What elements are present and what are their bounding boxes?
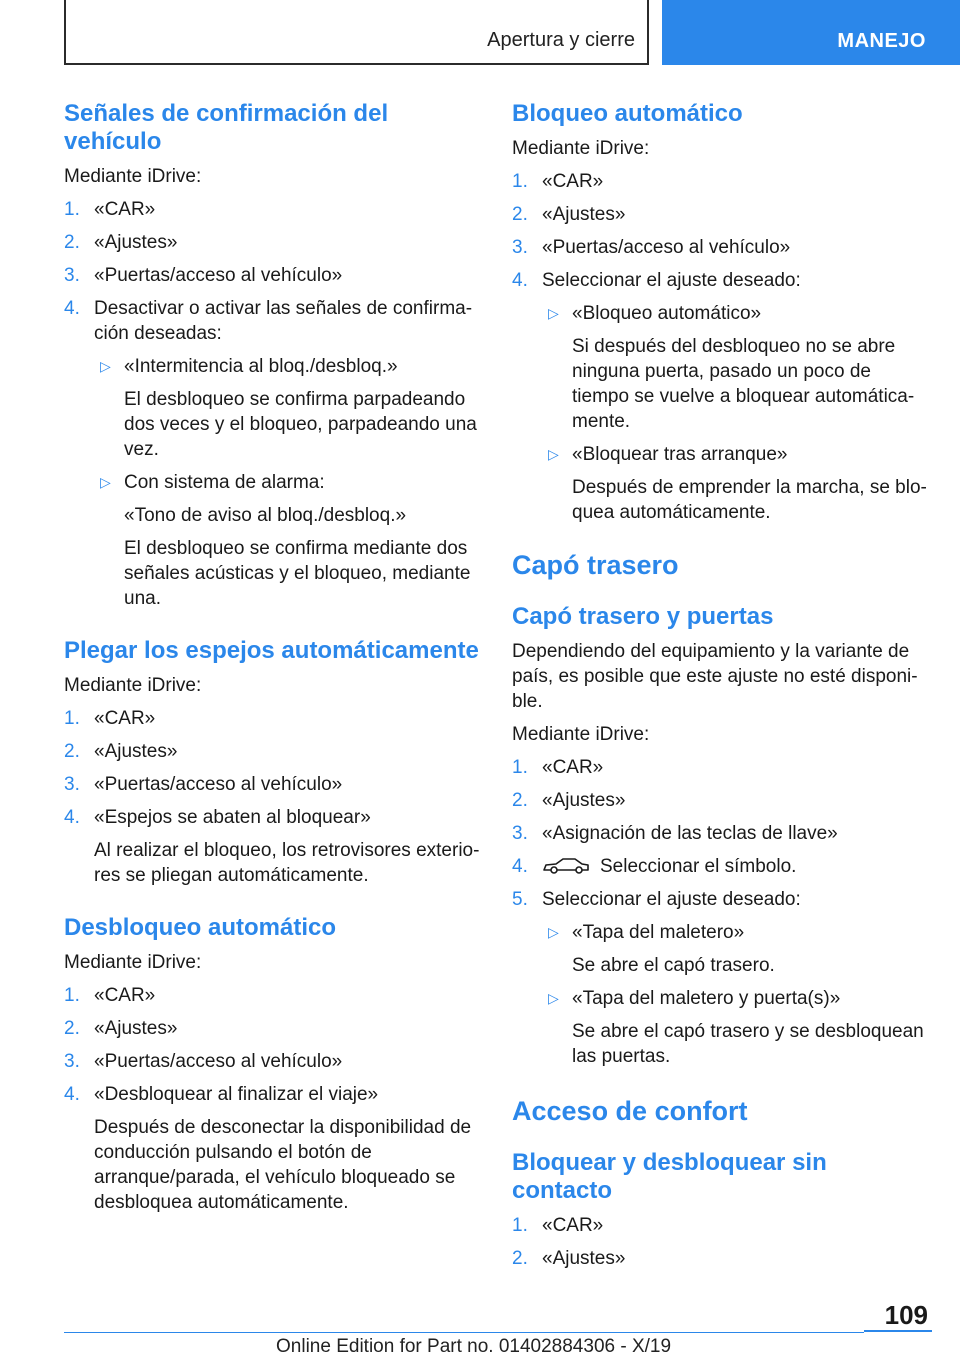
intro-text: Mediante iDrive: xyxy=(64,952,202,973)
list-item: 1. «CAR» xyxy=(512,757,604,778)
list-item: 3. «Puertas/acceso al vehículo» xyxy=(64,265,343,286)
footer-edition: Online Edition for Part no. 01402884306 - X/19 xyxy=(276,1336,672,1357)
list-item: 4. «Espejos se abaten al bloquear» Al realizar el bloqueo, los retrovisores exterio‐res se pliegan automáticamente. xyxy=(64,807,480,886)
option-list xyxy=(542,920,932,1069)
heading-comfort-access: Acceso de confort xyxy=(512,1096,748,1126)
intro-text: Dependiendo del equipamiento y la variante de país, es posible que este ajuste no esté disponi‐ble. xyxy=(512,641,918,712)
triangle-bullet-icon: ▷ xyxy=(100,474,111,490)
option-item: ▷ Con sistema de alarma: «Tono de aviso al bloq./desbloq.» El desbloqueo se confirma mediante dos señales acústicas y el bloqueo, mediante una. xyxy=(100,472,471,609)
list-item: 1. «CAR» xyxy=(64,199,156,220)
option-item: ▷ «Intermitencia al bloq./desbloq.» El desbloqueo se confirma parpadeando dos veces y el bloqueo, parpadeando una vez. xyxy=(100,356,477,460)
list-item: 2. «Ajustes» xyxy=(512,204,626,225)
option-item: ▷ «Tapa del maletero» Se abre el capó trasero. xyxy=(548,922,775,976)
steps-list xyxy=(512,1213,932,1271)
list-item: 3. «Puertas/acceso al vehículo» xyxy=(64,774,343,795)
triangle-bullet-icon: ▷ xyxy=(548,990,559,1006)
steps-list xyxy=(64,983,480,1215)
option-item: ▷ «Bloquear tras arranque» Después de emprender la marcha, se blo‐quea automáticamente. xyxy=(548,444,927,523)
list-item: 3. «Puertas/acceso al vehículo» xyxy=(512,237,791,258)
list-item: 4. Seleccionar el ajuste deseado: ▷ «Bloqueo automático» Si después del desbloqueo no se abre ninguna puerta, pasado un poco de tiempo se vuelve a bloquear automática‐mente. ▷ «Bloquear tras arranque» Después de emprender la marcha, se blo‐quea automáticamente. xyxy=(512,268,932,525)
triangle-bullet-icon: ▷ xyxy=(100,358,111,374)
option-list xyxy=(94,354,480,611)
triangle-bullet-icon: ▷ xyxy=(548,305,559,321)
steps-list xyxy=(64,197,480,611)
triangle-bullet-icon: ▷ xyxy=(548,446,559,462)
list-item: 3. «Asignación de las teclas de llave» xyxy=(512,823,838,844)
list-item: 1. «CAR» xyxy=(512,1215,604,1236)
list-item: 1. «CAR» xyxy=(512,171,604,192)
list-item: 2. «Ajustes» xyxy=(64,1018,178,1039)
heading-fold-mirrors: Plegar los espejos automáticamente xyxy=(64,637,479,664)
list-item: 2. «Ajustes» xyxy=(64,232,178,253)
heading-auto-lock: Bloqueo automático xyxy=(512,100,743,127)
heading-confirmation-signals: Señales de confirmación del vehículo xyxy=(64,100,389,155)
footer-divider xyxy=(64,1332,864,1333)
triangle-bullet-icon: ▷ xyxy=(548,924,559,940)
list-item: 3. «Puertas/acceso al vehículo» xyxy=(64,1051,343,1072)
right-column xyxy=(512,100,932,1271)
option-list xyxy=(542,301,932,525)
heading-auto-unlock: Desbloqueo automático xyxy=(64,914,337,941)
car-icon xyxy=(542,856,590,874)
list-item: 2. «Ajustes» xyxy=(512,1248,626,1269)
list-item: 2. «Ajustes» xyxy=(512,790,626,811)
heading-contactless: Bloquear y desbloquear sin contacto xyxy=(512,1149,827,1204)
intro-text: Mediante iDrive: xyxy=(512,138,650,159)
page-number: 109 xyxy=(884,1300,928,1330)
steps-list xyxy=(512,169,932,525)
footer-divider-accent xyxy=(864,1330,932,1332)
list-item: 4. Desactivar o activar las señales de confirma‐ción deseadas: ▷ «Intermitencia al bloq./desbloq.» El desbloqueo se confirma parpadeando dos veces y el bloqueo, parpadeando una vez. ▷ Con sistema de alarma: «Tono de aviso al bloq./desbloq.» El desbloqueo se confirma mediante dos señales acústicas y el bloqueo, mediante una. xyxy=(64,296,480,611)
steps-list xyxy=(512,755,932,1069)
list-item: 4. «Desbloquear al finalizar el viaje» Después de desconectar la disponibilidad de conducción pulsando el botón de arranque/parada, el vehículo bloqueado se desbloquea automáticamente. xyxy=(64,1084,472,1213)
option-item: ▷ «Bloqueo automático» Si después del desbloqueo no se abre ninguna puerta, pasado un poco de tiempo se vuelve a bloquear automática‐mente. xyxy=(548,303,915,432)
intro-text: Mediante iDrive: xyxy=(512,724,650,745)
header-frame xyxy=(64,0,649,65)
heading-tailgate-doors: Capó trasero y puertas xyxy=(512,603,774,630)
chapter-tab[interactable]: MANEJO xyxy=(662,0,960,65)
option-item: ▷ «Tapa del maletero y puerta(s)» Se abre el capó trasero y se desbloquean las puertas. xyxy=(548,988,924,1067)
list-item: 1. «CAR» xyxy=(64,708,156,729)
heading-tailgate: Capó trasero xyxy=(512,550,679,580)
steps-list xyxy=(64,706,480,888)
list-item: 2. «Ajustes» xyxy=(64,741,178,762)
list-item: 4. Seleccionar el símbolo. xyxy=(512,856,797,877)
left-column xyxy=(64,100,480,1215)
intro-text: Mediante iDrive: xyxy=(64,166,202,187)
list-item: 1. «CAR» xyxy=(64,985,156,1006)
list-item: 5. Seleccionar el ajuste deseado: ▷ «Tapa del maletero» Se abre el capó trasero. ▷ «Tapa del maletero y puerta(s)» Se abre el capó trasero y se desbloquean las puertas. xyxy=(512,887,932,1069)
section-title: Apertura y cierre xyxy=(487,29,635,51)
intro-text: Mediante iDrive: xyxy=(64,675,202,696)
